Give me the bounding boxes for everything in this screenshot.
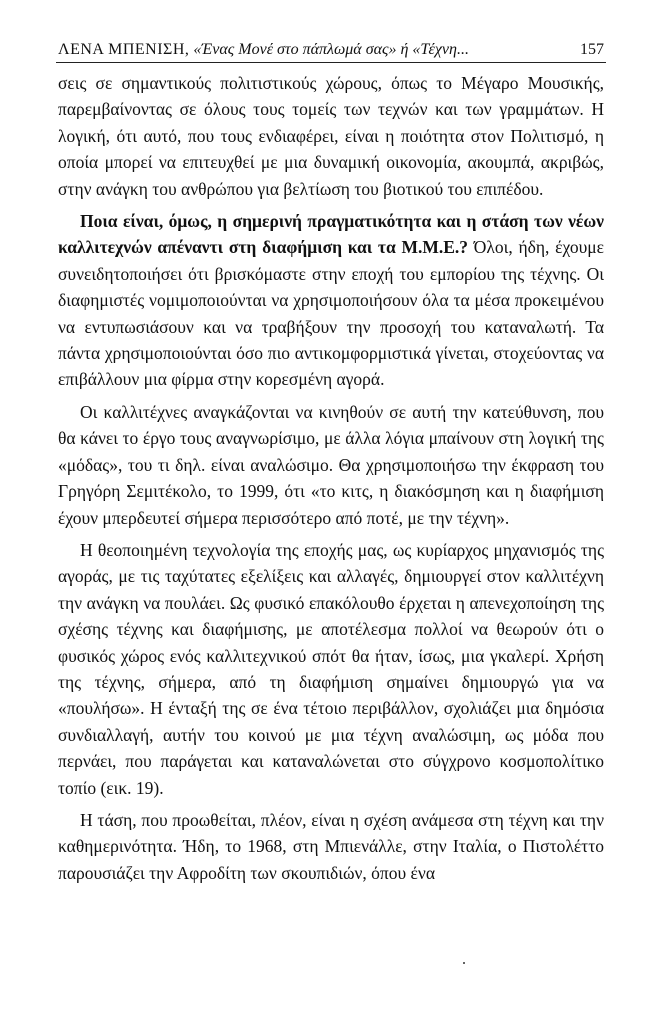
header-rule bbox=[56, 62, 606, 63]
paragraph-1-text: σεις σε σημαντικούς πολιτιστικούς χώρους, όπως το Μέγαρο Μουσικής, παρεμβαίνοντας σε όλους τους τομείς των τεχνών και των γραμμάτων. Η λογική, ότι αυτό, που τους ενδιαφέρει, είναι η ποιότητα στον Πολιτισμό, η οποία μπορεί να επιτευχθεί με μια δυναμική οικονομία, ακουμπά, ακριβώς, στην ανάγκη του ανθρώπου για βελτίωση του βιοτικού του επιπέδου. bbox=[58, 73, 604, 199]
paragraph-2 bbox=[58, 208, 604, 393]
print-speck bbox=[463, 962, 465, 964]
paragraph-5 bbox=[58, 807, 604, 886]
body-text bbox=[58, 70, 604, 892]
paragraph-2-bold-question: Ποια είναι, όμως, η σημερινή πραγματικότητα και η στάση των νέων καλλιτεχνών απέναντι στη διαφήμιση και τα Μ.Μ.Ε.? bbox=[58, 211, 604, 258]
header-author: ΛΕΝΑ ΜΠΕΝΙΣΗ, bbox=[58, 41, 190, 58]
paragraph-2-text: Όλοι, ήδη, έχουμε συνειδητοποιήσει ότι βρισκόμαστε στην εποχή του εμπορίου της τέχνης. Οι διαφημιστές νομιμοποιούνται να χρησιμοποιήσουν όλα τα μέσα προκειμένου να εντυπωσιάσουν και να τραβήξουν την προσοχή του καταναλωτή. Τα πάντα χρησιμοποιούνται όσο πιο αντικομφορμιστικά γίνεται, στοχεύοντας να επιβάλλουν μια φίρμα στην κορεσμένη αγορά. bbox=[58, 237, 604, 390]
paragraph-1 bbox=[58, 70, 604, 202]
paragraph-3 bbox=[58, 399, 604, 531]
paragraph-3-text: Οι καλλιτέχνες αναγκάζονται να κινηθούν σε αυτή την κατεύθυνση, που θα κάνει το έργο τους αναγνωρίσιμο, με άλλα λόγια μπαίνουν στη λογική της «μόδας», του τι δηλ. είναι αναλώσιμο. Θα χρησιμοποιήσω την έκφραση του Γρηγόρη Σεμιτέκολο, το 1999, ότι «το κιτς, η διακόσμηση και η διαφήμιση έχουν μπερδευτεί σήμερα περισσότερο από ποτέ, με την τέχνη». bbox=[58, 401, 604, 528]
running-header bbox=[58, 38, 604, 62]
paragraph-5-text: Η τάση, που προωθείται, πλέον, είναι η σχέση ανάμεσα στη τέχνη και την καθημερινότητα. Ήδη, το 1968, στη Μπιενάλλε, στην Ιταλία, ο Πιστολέττο παρουσιάζει την Αφροδίτη των σκουπιδιών, όπου ένα bbox=[58, 809, 604, 883]
page-number: 157 bbox=[580, 41, 604, 58]
paragraph-4-text: Η θεοποιημένη τεχνολογία της εποχής μας, ως κυρίαρχος μηχανισμός της αγοράς, με τις ταχύτατες εξελίξεις και αλλαγές, δημιουργεί στον καλλιτέχνη την ανάγκη να πουλάει. Ως φυσικό επακόλουθο έρχεται η απενεχοποίηση της σχέσης τέχνης και διαφήμισης, με αποτέλεσμα πολλοί να θεωρούν ότι ο φυσικός χώρος ενός καλλιτεχνικού σπότ θα ήταν, ίσως, μια γκαλερί. Χρήση της τέχνης, σήμερα, από τη διαφήμιση σημαίνει δημιουργώ για να «πουλήσω». Η ένταξή της σε ένα τέτοιο περιβάλλον, σχολιάζει μια δημόσια συνδιαλλαγή, αυτήν του κοινού με μια τέχνη αναλώσιμη, ως μόδα που περνάει, που παράγεται και καταναλώνεται στο σύγχρονο κοσμοπολίτικο τοπίο (εικ. 19). bbox=[58, 539, 604, 798]
header-title: «Ένας Μονέ στο πάπλωμά σας» ή «Τέχνη... bbox=[193, 41, 469, 58]
paragraph-4 bbox=[58, 537, 604, 801]
